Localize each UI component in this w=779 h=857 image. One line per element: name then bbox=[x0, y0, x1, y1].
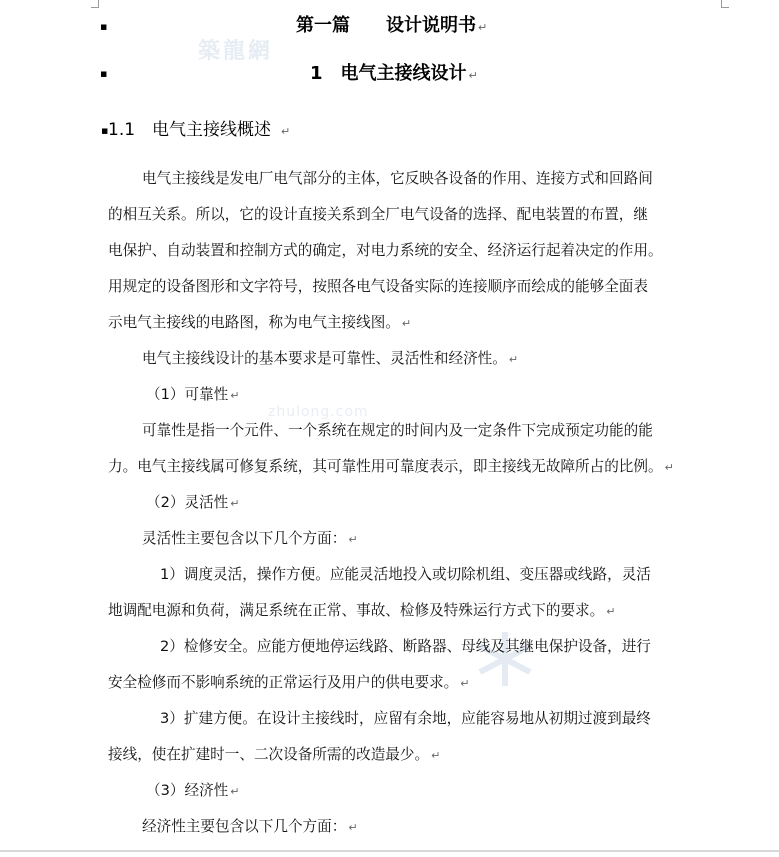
part-title: 第一篇 设计说明书 ↵ bbox=[296, 15, 488, 36]
body-line: 安全检修而不影响系统的正常运行及用户的供电要求。 ↵ bbox=[108, 674, 470, 691]
body-line: 力。电气主接线属可修复系统，其可靠性用可靠度表示，即主接线无故障所占的比例。 ↵ bbox=[108, 458, 674, 475]
subheading-reliability: （1）可靠性 ↵ bbox=[146, 386, 240, 403]
body-line: 可靠性是指一个元件、一个系统在规定的时间内及一定条件下完成预定功能的能 bbox=[142, 422, 653, 439]
list-bullet: ▪ bbox=[101, 124, 109, 137]
body-line: 的相互关系。所以，它的设计直接关系到全厂电气设备的选择、配电装置的布置，继 bbox=[108, 206, 648, 223]
body-line: 接线，使在扩建时一、二次设备所需的改造最少。 ↵ bbox=[108, 746, 441, 763]
watermark-logo-text: 築龍網 bbox=[198, 39, 274, 64]
watermark-url: zhulong.com bbox=[268, 404, 369, 420]
body-line: 电保护、自动装置和控制方式的确定，对电力系统的安全、经济运行起着决定的作用。 bbox=[108, 242, 663, 259]
body-line: 1）调度灵活，操作方便。应能灵活地投入或切除机组、变压器或线路，灵活 bbox=[160, 566, 651, 583]
body-line: 2）检修安全。应能方便地停运线路、断路器、母线及其继电保护设备，进行 bbox=[160, 638, 651, 655]
body-line: 经济性主要包含以下几个方面： ↵ bbox=[142, 818, 358, 835]
body-line: 灵活性主要包含以下几个方面： ↵ bbox=[142, 530, 358, 547]
body-line: 电气主接线是发电厂电气部分的主体，它反映各设备的作用、连接方式和回路间 bbox=[142, 170, 653, 187]
subheading-flexibility: （2）灵活性 ↵ bbox=[146, 494, 240, 511]
list-bullet: ▪ bbox=[100, 20, 108, 33]
body-line: 示电气主接线的电路图，称为电气主接线图。 ↵ bbox=[108, 314, 412, 331]
list-bullet: ▪ bbox=[100, 67, 108, 80]
subheading-economy: （3）经济性 ↵ bbox=[146, 782, 240, 799]
body-line: 用规定的设备图形和文字符号，按照各电气设备实际的连接顺序而绘成的能够全面表 bbox=[108, 278, 648, 295]
body-line: 地调配电源和负荷，满足系统在正常、事故、检修及特殊运行方式下的要求。 ↵ bbox=[108, 602, 616, 619]
body-line: 电气主接线设计的基本要求是可靠性、灵活性和经济性。 ↵ bbox=[142, 350, 519, 367]
section-title: 1.1 电气主接线概述 ↵ bbox=[108, 120, 291, 140]
body-line: 3）扩建方便。在设计主接线时，应留有余地，应能容易地从初期过渡到最终 bbox=[160, 710, 651, 727]
chapter-title: 1 电气主接线设计 ↵ bbox=[310, 63, 478, 84]
